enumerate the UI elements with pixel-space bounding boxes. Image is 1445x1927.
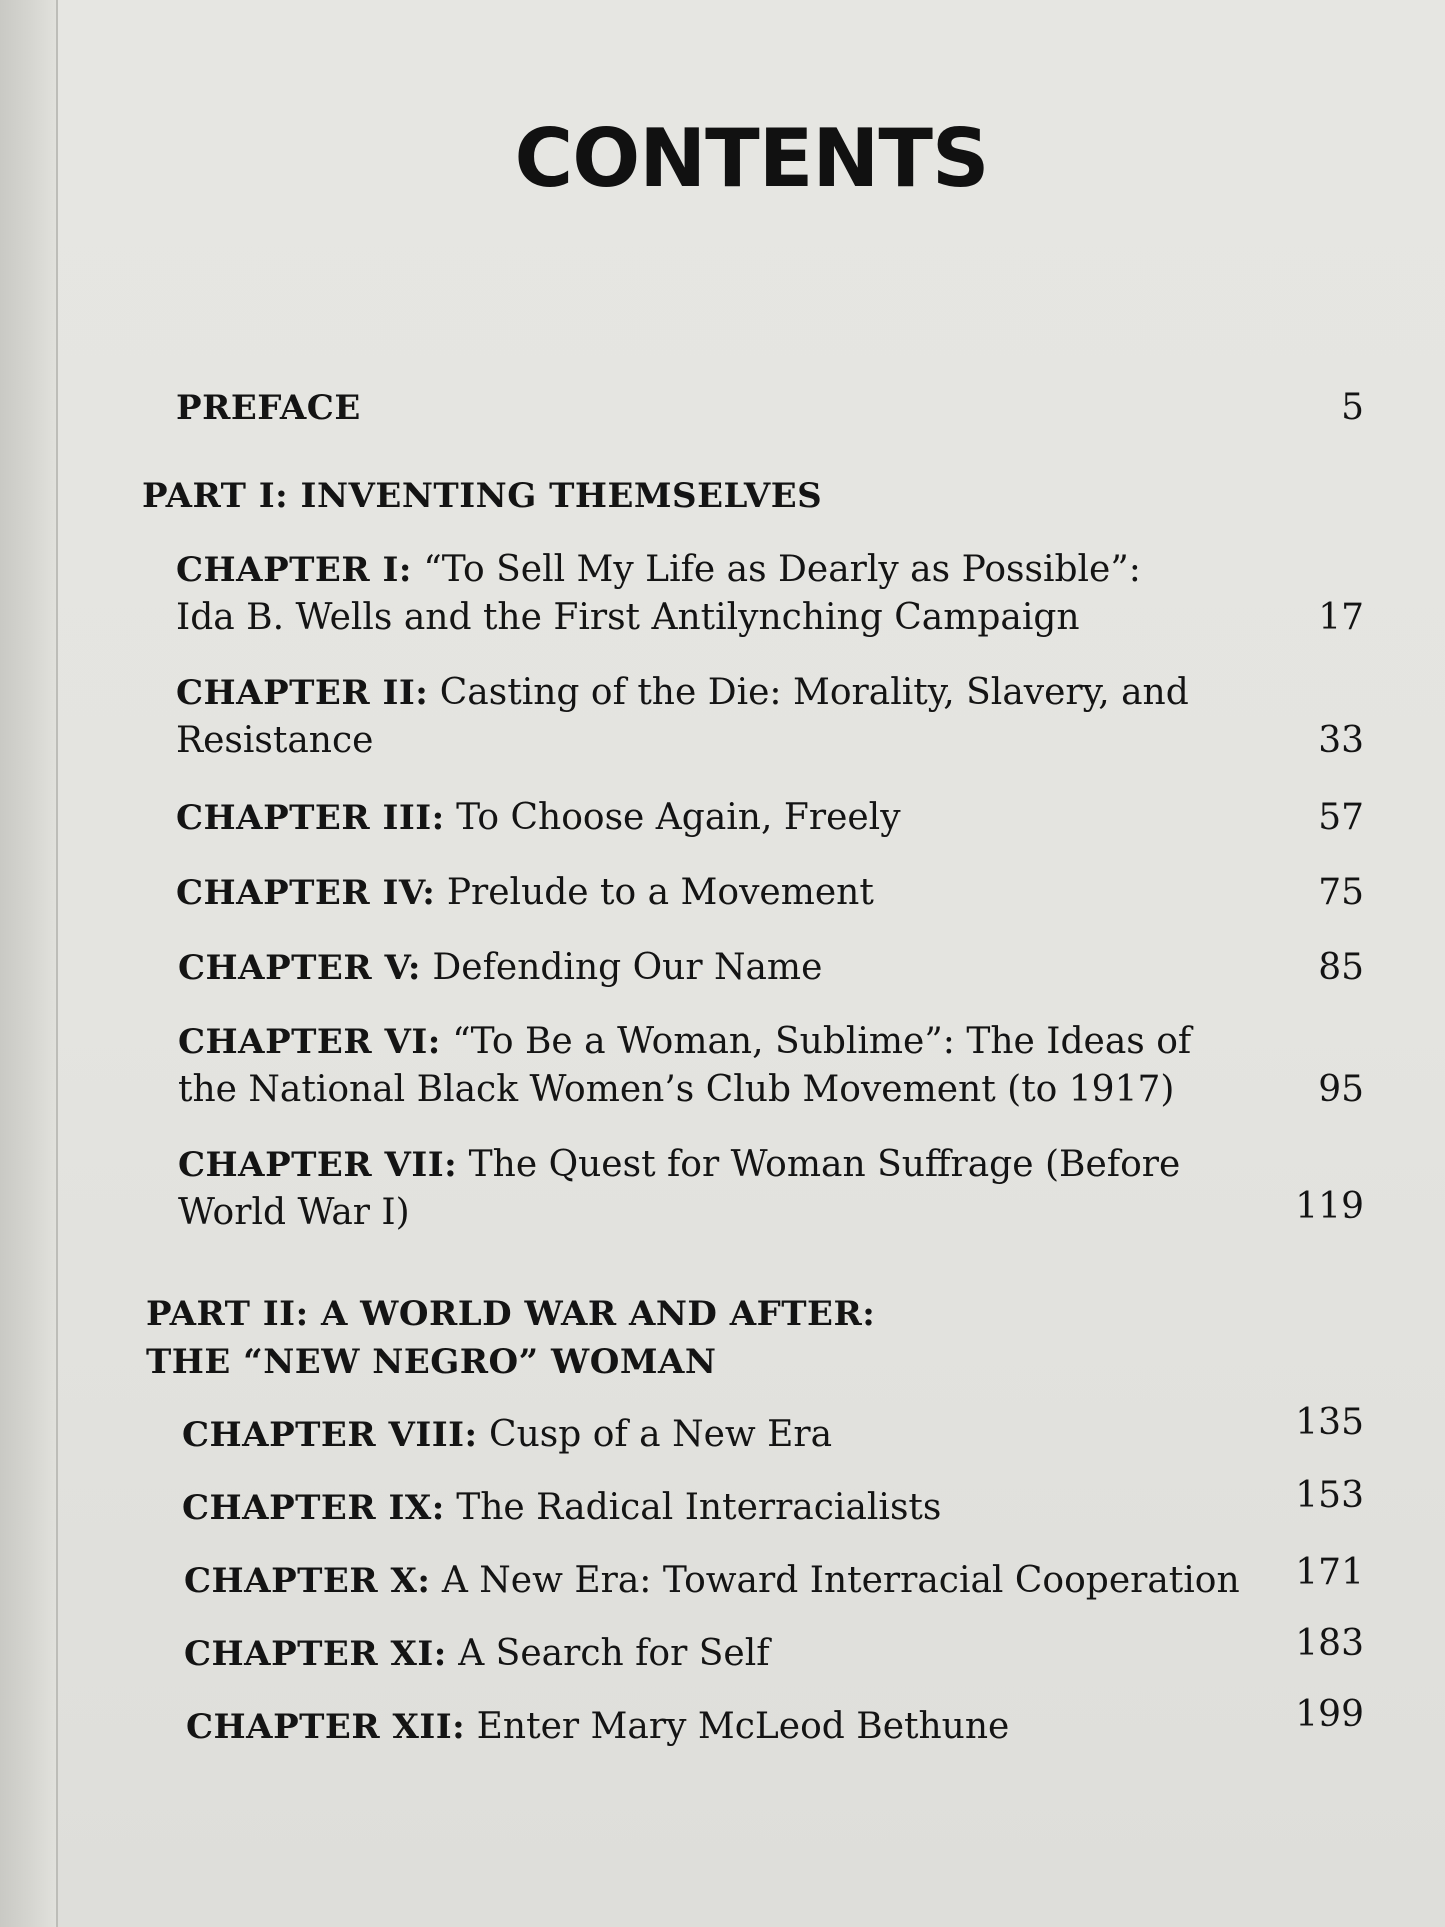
entry-title-line: Resistance	[176, 720, 374, 761]
entry-title-line: Casting of the Die: Morality, Slavery, and	[439, 672, 1189, 713]
entry-title-line: A Search for Self	[458, 1633, 770, 1674]
entry-title-line: the National Black Women’s Club Movement (to 1917)	[178, 1069, 1175, 1110]
entry-title-line: To Choose Again, Freely	[456, 797, 901, 838]
page-number: 153	[1295, 1475, 1364, 1516]
page-number: 135	[1295, 1402, 1364, 1443]
part-heading-line: PART II: A WORLD WAR AND AFTER:	[146, 1294, 876, 1334]
entry-label: CHAPTER X:	[184, 1561, 431, 1601]
entry-label: CHAPTER I:	[176, 550, 412, 590]
page-number: 171	[1295, 1552, 1364, 1593]
entry-label: PREFACE	[176, 388, 361, 428]
entry-label: CHAPTER XII:	[186, 1707, 466, 1747]
entry-label: CHAPTER II:	[176, 673, 429, 713]
part-heading	[142, 472, 822, 520]
entry-title-line: Enter Mary McLeod Bethune	[476, 1706, 1010, 1747]
page-number: 199	[1295, 1694, 1364, 1735]
entry-label: CHAPTER IX:	[182, 1488, 445, 1528]
entry-title-line: The Quest for Woman Suffrage (Before	[468, 1144, 1181, 1185]
entry-label: CHAPTER V:	[178, 948, 421, 988]
page-title: CONTENTS	[514, 112, 989, 205]
entry-title-line: “To Sell My Life as Dearly as Possible”:	[423, 549, 1141, 590]
page-number: 183	[1295, 1623, 1364, 1664]
entry-title-line: Cusp of a New Era	[489, 1414, 833, 1455]
entry-label: CHAPTER III:	[176, 798, 445, 838]
part-heading	[146, 1290, 875, 1386]
entry-title-line: Ida B. Wells and the First Antilynching Campaign	[176, 597, 1080, 638]
book-page	[58, 0, 1445, 1927]
page-number: 85	[1318, 947, 1364, 988]
part-heading-line: PART I: INVENTING THEMSELVES	[142, 476, 823, 516]
part-heading-line: THE “NEW NEGRO” WOMAN	[146, 1342, 717, 1382]
book-gutter	[0, 0, 58, 1927]
page-number: 95	[1318, 1069, 1364, 1110]
entry-label: CHAPTER VIII:	[182, 1415, 478, 1455]
entry-title-line: The Radical Interracialists	[456, 1487, 942, 1528]
page-number: 33	[1318, 720, 1364, 761]
entry-title-line: Prelude to a Movement	[446, 872, 874, 913]
page-number: 119	[1295, 1186, 1364, 1227]
entry-label: CHAPTER VII:	[178, 1145, 458, 1185]
entry-title-line: “To Be a Woman, Sublime”: The Ideas of	[452, 1021, 1192, 1062]
entry-label: CHAPTER XI:	[184, 1634, 447, 1674]
entry-title-line: Defending Our Name	[432, 947, 823, 988]
page-number: 75	[1318, 872, 1364, 913]
page-number: 17	[1318, 597, 1364, 638]
entry-title-line: World War I)	[178, 1192, 410, 1233]
entry-label: CHAPTER IV:	[176, 873, 436, 913]
entry-label: CHAPTER VI:	[178, 1022, 441, 1062]
entry-title-line: A New Era: Toward Interracial Cooperation	[441, 1560, 1240, 1601]
page-number: 5	[1341, 387, 1364, 428]
page-number: 57	[1318, 797, 1364, 838]
